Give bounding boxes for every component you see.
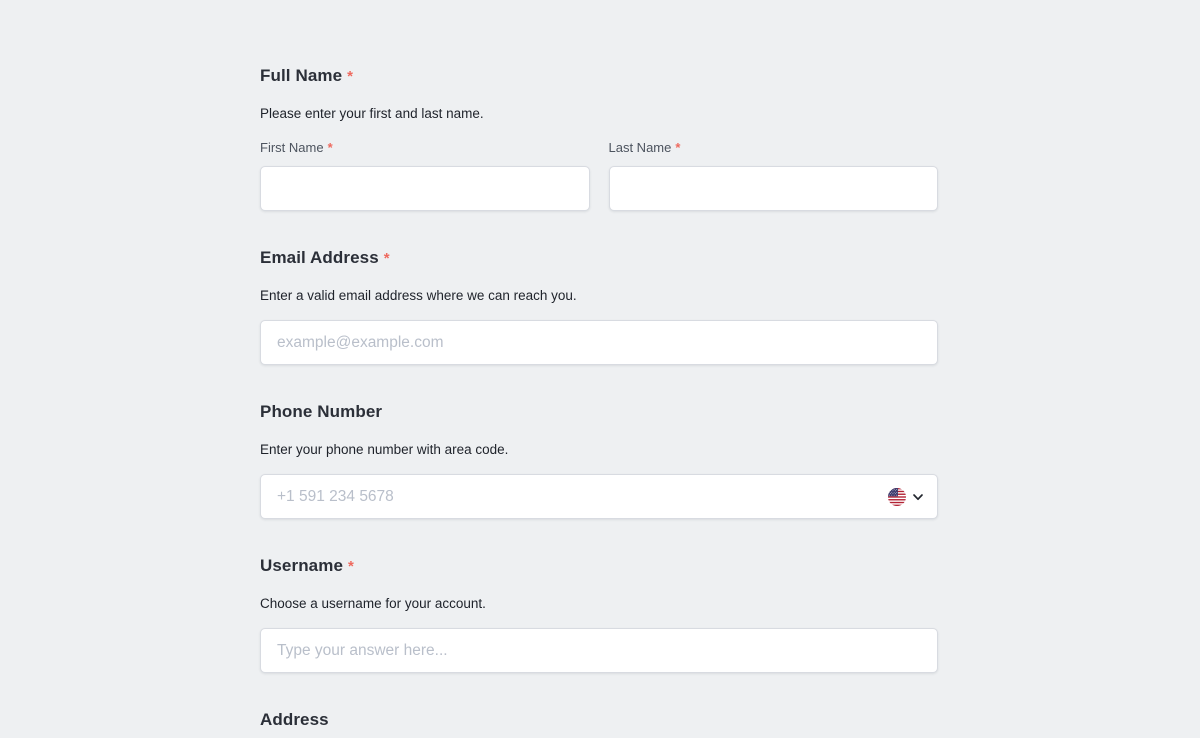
phone-description: Enter your phone number with area code. bbox=[260, 442, 509, 457]
last-name-label: Last Name * bbox=[608, 140, 681, 155]
heading-text: Address bbox=[260, 710, 329, 729]
heading-text: Username bbox=[260, 556, 344, 575]
phone-input[interactable] bbox=[261, 475, 888, 518]
required-asterisk: * bbox=[675, 140, 681, 155]
required-asterisk: * bbox=[327, 140, 333, 155]
address-heading bbox=[260, 710, 938, 731]
name-labels-row bbox=[260, 140, 938, 155]
email-heading bbox=[260, 248, 938, 269]
heading-text: Email Address bbox=[260, 248, 379, 267]
country-selector[interactable] bbox=[888, 488, 924, 506]
section-username bbox=[260, 556, 938, 673]
form-page bbox=[260, 0, 938, 731]
username-input[interactable] bbox=[260, 628, 938, 673]
heading-text: Phone Number bbox=[260, 402, 383, 421]
first-name-label: First Name * bbox=[260, 140, 333, 155]
phone-input-shell bbox=[260, 474, 938, 519]
required-asterisk: * bbox=[383, 250, 390, 267]
us-flag-icon bbox=[888, 488, 906, 506]
section-email bbox=[260, 248, 938, 365]
section-address bbox=[260, 710, 938, 731]
email-input[interactable] bbox=[260, 320, 938, 365]
section-full-name bbox=[260, 66, 938, 211]
username-description: Choose a username for your account. bbox=[260, 596, 486, 611]
section-phone bbox=[260, 402, 938, 519]
first-name-input[interactable] bbox=[260, 166, 590, 211]
full-name-description: Please enter your first and last name. bbox=[260, 106, 484, 121]
heading-text: Full Name bbox=[260, 66, 343, 85]
last-name-input[interactable] bbox=[609, 166, 939, 211]
full-name-heading bbox=[260, 66, 938, 87]
phone-heading bbox=[260, 402, 938, 423]
name-inputs-row bbox=[260, 166, 938, 211]
chevron-down-icon bbox=[912, 491, 924, 503]
required-asterisk: * bbox=[347, 68, 354, 85]
email-description: Enter a valid email address where we can reach you. bbox=[260, 288, 577, 303]
required-asterisk: * bbox=[348, 558, 354, 575]
username-heading bbox=[260, 556, 938, 577]
